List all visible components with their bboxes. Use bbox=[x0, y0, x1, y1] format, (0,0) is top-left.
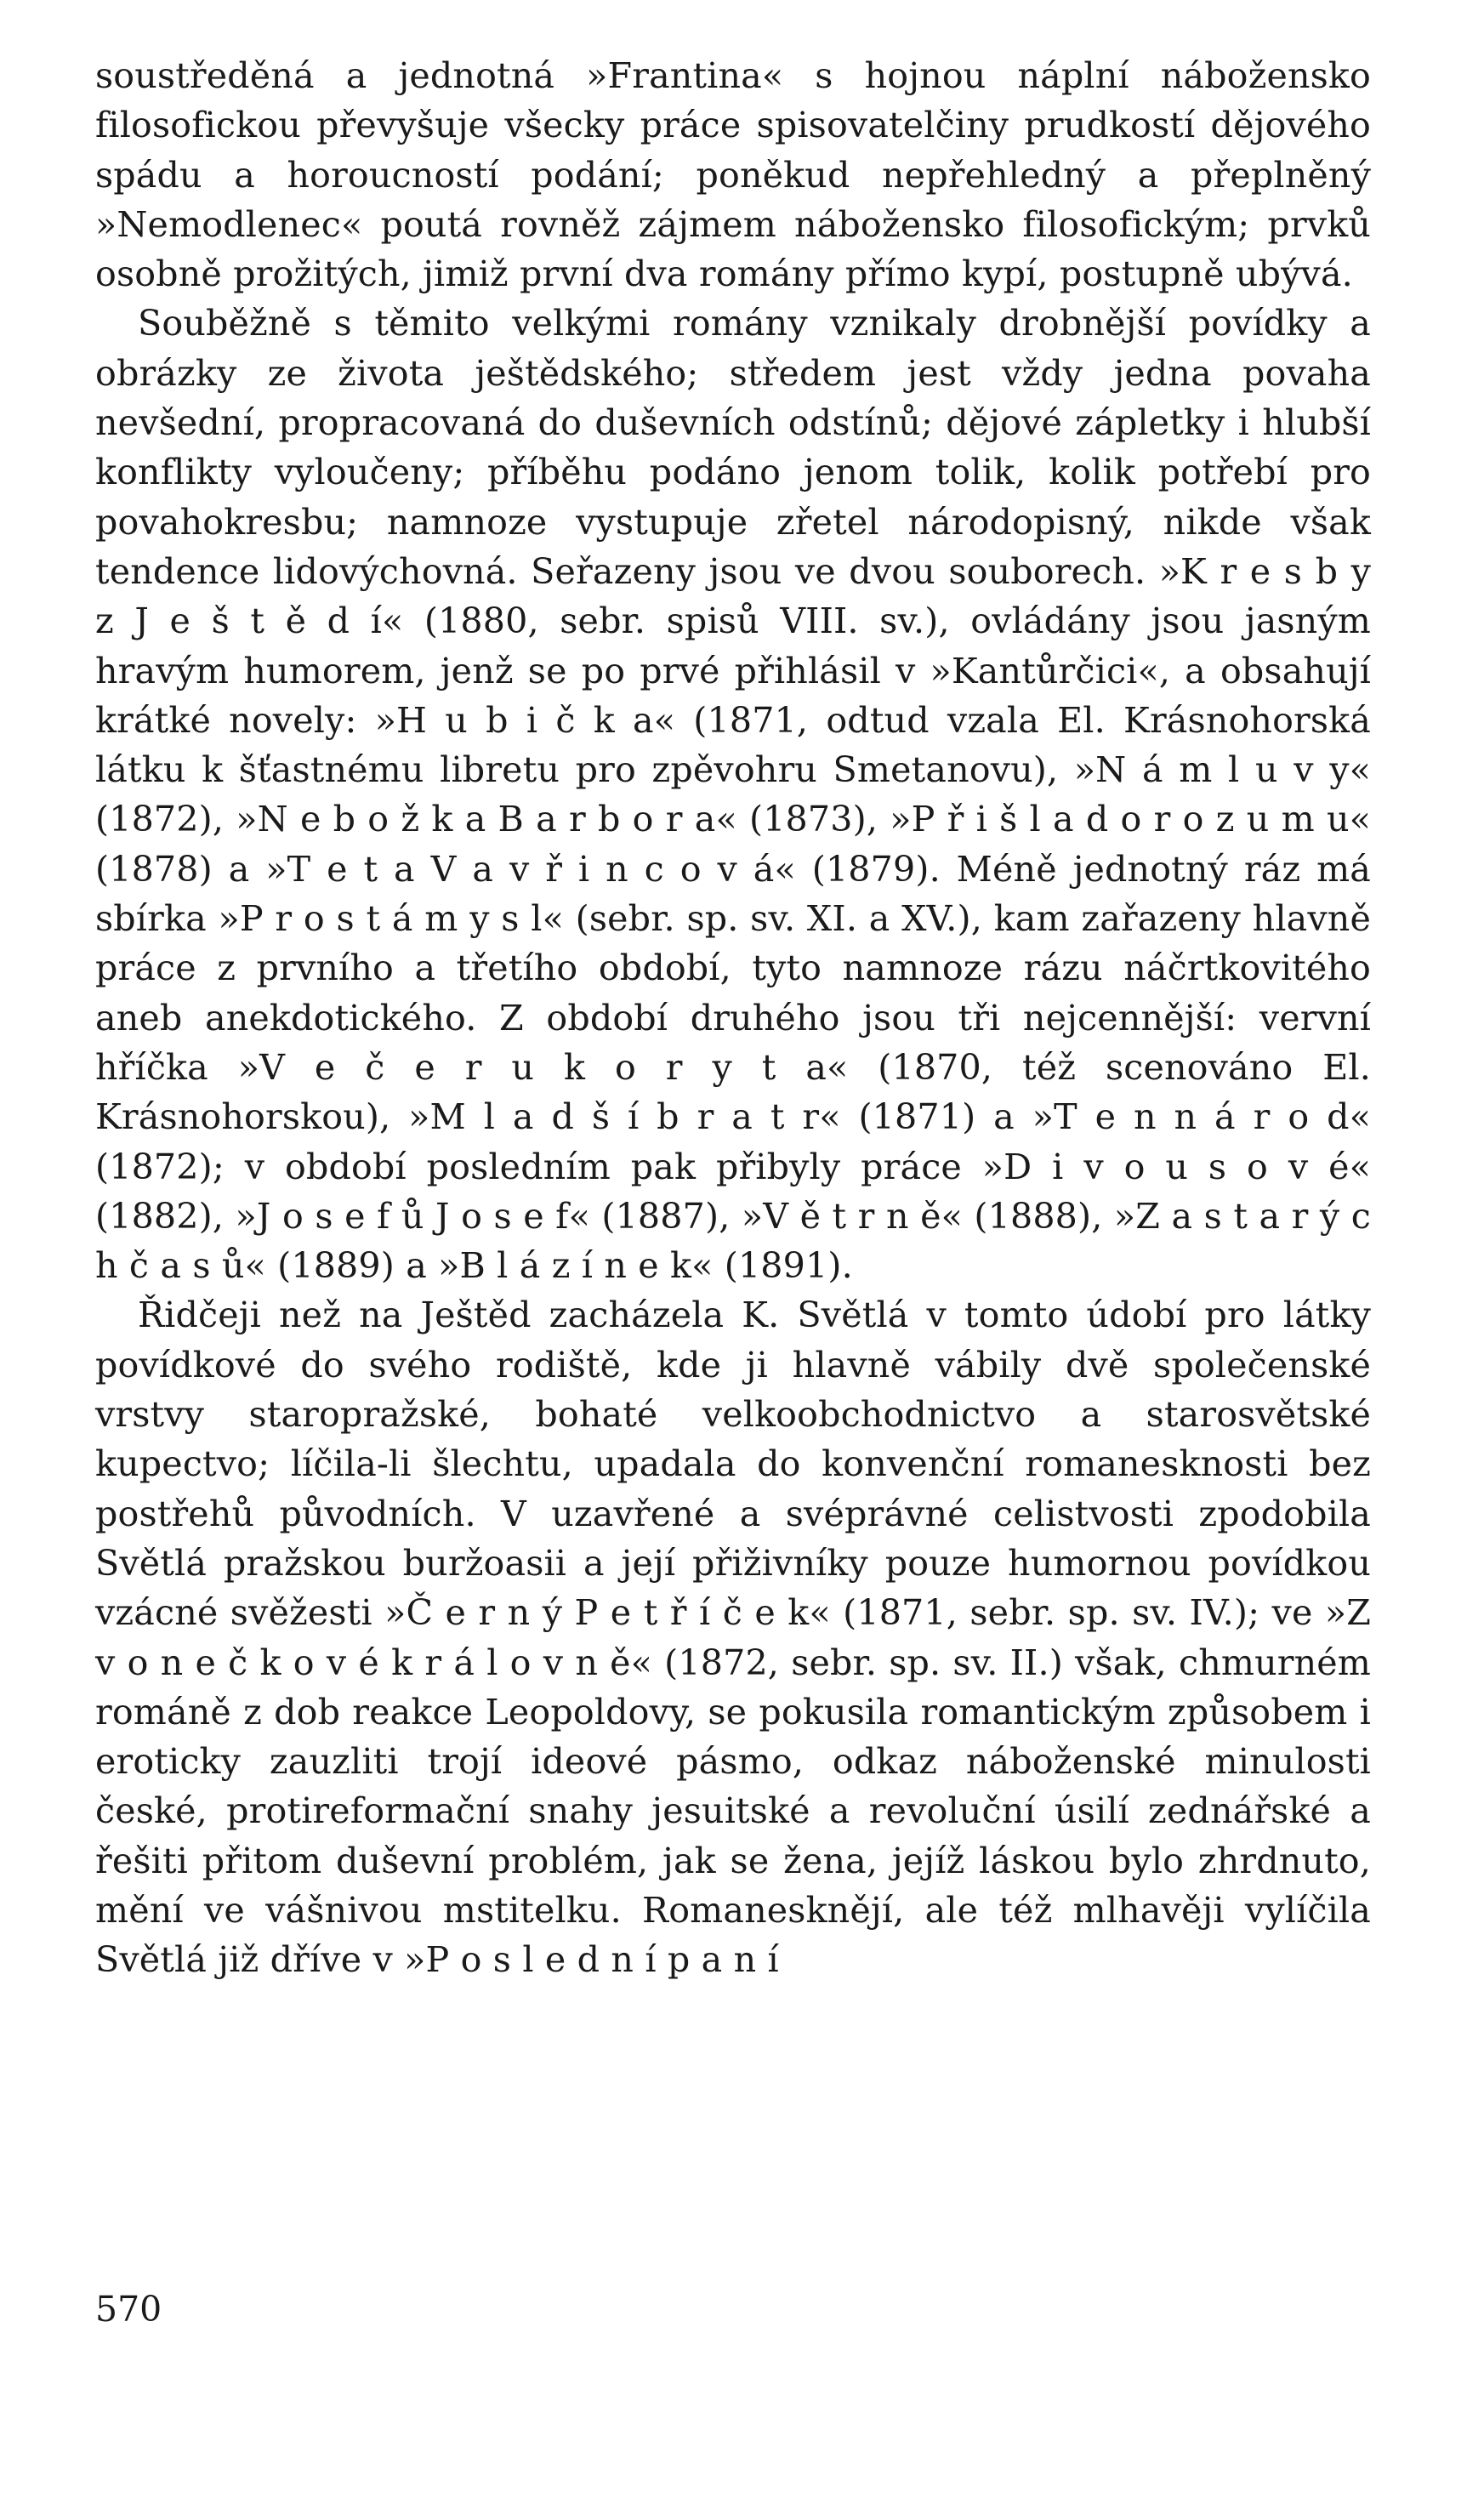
paragraph-3: Řidčeji než na Ještěd zacházela K. Světlá v tomto údobí pro látky povídkové do svého rodiště, kde ji hlavně vábily dvě společenské vrstvy staropražské, bohaté velkoobchodnictvo a starosvětské kupectvo; líčila-li šlechtu, upadala do konvenční romanesknosti bez postřehů původních. V uzavřené a svéprávné celistvosti zpodobila Světlá pražskou buržoasii a její přiživníky pouze humornou povídkou vzácné svěžesti »Č e r n ý P e t ř í č e k« (1871, sebr. sp. sv. IV.); ve »Z v o n e č k o v é k r á l o v n ě« (1872, sebr. sp. sv. II.) však, chmurném románě z dob reakce Leopoldovy, se pokusila romantickým způsobem i eroticky zauzliti trojí ideové pásmo, odkaz náboženské minulosti české, protireformační snahy jesuitské a revoluční úsilí zednářské a řešiti přitom duševní problém, jak se žena, jejíž láskou bylo zhrdnuto, mění ve vášnivou mstitelku. Romanesknějí, ale též mlhavěji vylíčila Světlá již dříve v »P o s l e d n í p a n í bbox=[95, 1294, 1371, 1981]
page-body bbox=[95, 51, 1371, 1985]
paragraph-1: soustředěná a jednotná »Frantina« s hojnou náplní nábožensko filosofickou převyšuje všecky práce spisovatelčiny prudkostí dějového spádu a horoucností podání; poněkud nepřehledný a přeplněný »Nemodlenec« poutá rovněž zájmem nábožensko filosofickým; prvků osobně prožitých, jimiž první dva romány přímo kypí, postupně ubývá. bbox=[95, 55, 1371, 295]
paragraph-2: Souběžně s těmito velkými romány vznikaly drobnější povídky a obrázky ze života ještědského; středem jest vždy jedna povaha nevšední, propracovaná do duševních odstínů; dějové zápletky i hlubší konflikty vyloučeny; příběhu podáno jenom tolik, kolik potřebí pro povahokresbu; namnoze vystupuje zřetel národopisný, nikde však tendence lidovýchovná. Seřazeny jsou ve dvou souborech. »K r e s b y z J e š t ě d í« (1880, sebr. spisů VIII. sv.), ovládány jsou jasným hravým humorem, jenž se po prvé přihlásil v »Kantůrčici«, a obsahují krátké novely: »H u b i č k a« (1871, odtud vzala El. Krásnohorská látku k šťastnému libretu pro zpěvohru Smetanovu), »N á m l u v y« (1872), »N e b o ž k a B a r b o r a« (1873), »P ř i š l a d o r o z u m u« (1878) a »T e t a V a v ř i n c o v á« (1879). Méně jednotný ráz má sbírka »P r o s t á m y s l« (sebr. sp. sv. XI. a XV.), kam zařazeny hlavně práce z prvního a třetího období, tyto namnoze rázu náčrtkovitého aneb anekdotického. Z období druhého jsou tři nejcennější: vervní hříčka »V e č e r u k o r y t a« (1870, též scenováno El. Krásnohorskou), »M l a d š í b r a t r« (1871) a »T e n n á r o d« (1872); v období posledním pak přibyly práce »D i v o u s o v é« (1882), »J o s e f ů J o s e f« (1887), »V ě t r n ě« (1888), »Z a s t a r ý c h č a s ů« (1889) a »B l á z í n e k« (1891). bbox=[95, 303, 1371, 1287]
page-number: 570 bbox=[95, 2289, 162, 2330]
